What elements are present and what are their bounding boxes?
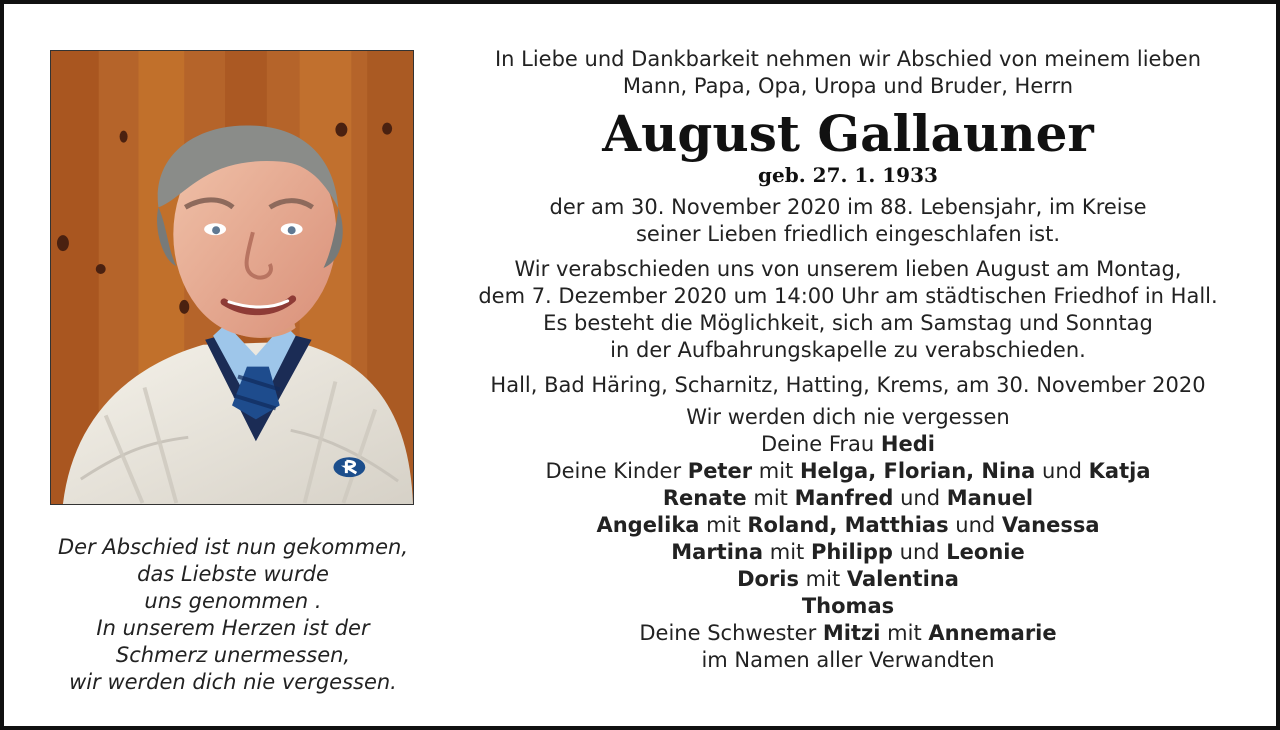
connector-text: und	[900, 486, 941, 510]
child-name: Doris	[737, 567, 799, 591]
birth-date: geb. 27. 1. 1933	[758, 163, 938, 187]
connector-text: mit	[706, 513, 741, 537]
sister-prefix: Deine Schwester	[639, 621, 817, 645]
wife-prefix: Deine Frau	[761, 432, 875, 456]
poem-line: In unserem Herzen ist der	[96, 616, 370, 640]
intro-line: In Liebe und Dankbarkeit nehmen wir Abschied von meinem lieben	[494, 47, 1202, 71]
poem-line: Schmerz unermessen,	[115, 643, 351, 667]
family-name: Philipp	[810, 540, 893, 564]
passing-line: seiner Lieben friedlich eingeschlafen ist.	[635, 222, 1061, 246]
portrait-illustration	[51, 51, 413, 504]
child-name: Martina	[671, 540, 764, 564]
connector-text: mit	[753, 486, 788, 510]
family-name: Annemarie	[928, 621, 1057, 645]
family-line-renate	[444, 485, 1252, 512]
connector-text: und	[899, 540, 940, 564]
funeral-line: Wir verabschieden uns von unserem lieben August am Montag,	[514, 257, 1182, 281]
sister-line	[444, 620, 1252, 647]
child-name: Angelika	[596, 513, 700, 537]
family-names: Helga, Florian, Nina	[799, 459, 1036, 483]
children-line	[444, 458, 1252, 485]
places-date: Hall, Bad Häring, Scharnitz, Hatting, Krems, am 30. November 2020	[490, 373, 1206, 397]
memorial-poem	[34, 534, 432, 696]
intro-line: Mann, Papa, Opa, Uropa und Bruder, Herrn	[622, 74, 1074, 98]
family-names: Roland, Matthias	[747, 513, 949, 537]
family-line-thomas	[444, 593, 1252, 620]
family-name: Valentina	[846, 567, 959, 591]
portrait-photo	[50, 50, 414, 505]
family-name: Leonie	[946, 540, 1025, 564]
sister-name: Mitzi	[822, 621, 881, 645]
funeral-line: dem 7. Dezember 2020 um 14:00 Uhr am städtischen Friedhof in Hall.	[478, 284, 1218, 308]
never-forget-line: Wir werden dich nie vergessen	[686, 405, 1010, 429]
connector-text: mit	[805, 567, 841, 591]
family-name: Vanessa	[1001, 513, 1100, 537]
funeral-line: Es besteht die Möglichkeit, sich am Samstag und Sonntag	[543, 311, 1153, 335]
family-name: Katja	[1088, 459, 1151, 483]
child-name: Thomas	[801, 594, 895, 618]
connector-text: mit	[769, 540, 805, 564]
connector-text: und	[955, 513, 996, 537]
poem-line: uns genommen .	[144, 589, 322, 613]
poem-line: das Liebste wurde	[137, 562, 329, 586]
connector-text: mit	[758, 459, 794, 483]
family-line-martina	[444, 539, 1252, 566]
obituary-text	[444, 46, 1252, 674]
passing-line: der am 30. November 2020 im 88. Lebensjahr, im Kreise	[549, 195, 1147, 219]
poem-line: Der Abschied ist nun gekommen,	[57, 535, 409, 559]
family-name: Manuel	[946, 486, 1034, 510]
relatives-line: im Namen aller Verwandten	[701, 648, 995, 672]
poem-line: wir werden dich nie vergessen.	[69, 670, 397, 694]
wife-line	[444, 431, 1252, 458]
funeral-line: in der Aufbahrungskapelle zu verabschieden.	[610, 338, 1086, 362]
connector-text: mit	[887, 621, 922, 645]
family-line-doris	[444, 566, 1252, 593]
deceased-name: August Gallauner	[602, 104, 1094, 163]
child-name: Peter	[687, 459, 753, 483]
children-prefix: Deine Kinder	[545, 459, 682, 483]
family-line-angelika	[444, 512, 1252, 539]
connector-text: und	[1042, 459, 1082, 483]
family-name: Manfred	[794, 486, 894, 510]
child-name: Renate	[662, 486, 747, 510]
wife-name: Hedi	[880, 432, 935, 456]
